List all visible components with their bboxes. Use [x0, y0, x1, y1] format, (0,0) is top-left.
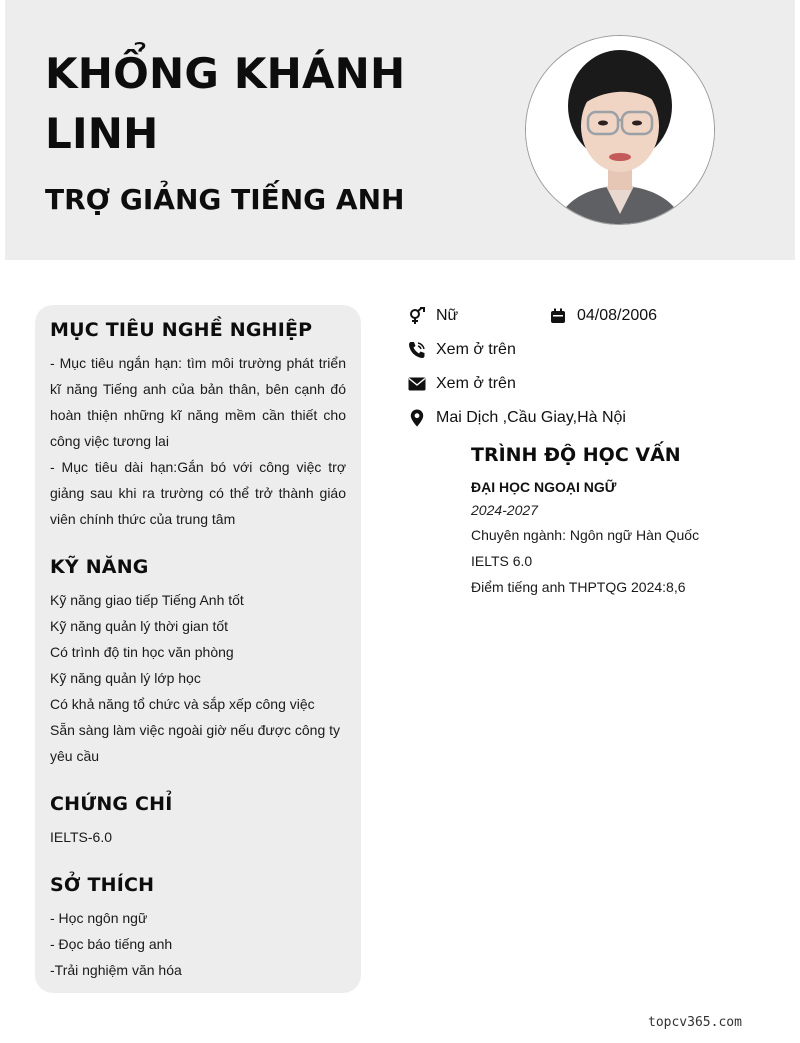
phone-value: Xem ở trên	[436, 341, 516, 358]
skill-item: Kỹ năng quản lý lớp học	[50, 670, 201, 686]
education-details	[471, 522, 699, 600]
education-detail: Chuyên ngành: Ngôn ngữ Hàn Quốc	[471, 527, 700, 543]
candidate-name: KHỔNG KHÁNH LINH	[45, 49, 406, 158]
skill-item: Kỹ năng quản lý thời gian tốt	[50, 618, 229, 634]
certificate-item: IELTS-6.0	[50, 829, 112, 845]
skill-item: Có trình độ tin học văn phòng	[50, 644, 234, 660]
skills-title: KỸ NĂNG	[50, 556, 149, 578]
education-detail: Điểm tiếng anh THPTQG 2024:8,6	[471, 579, 686, 595]
gender-value: Nữ	[436, 307, 459, 324]
email-row	[408, 373, 516, 395]
education-years: 2024-2027	[471, 502, 538, 518]
objective-long-term: - Mục tiêu dài hạn:Gắn bó với công việc trợ giảng sau khi ra trường có thể trở thành giáo viên chính thức của trung tâm	[50, 459, 346, 527]
gender-icon	[408, 307, 426, 325]
email-value: Xem ở trên	[436, 375, 516, 392]
certificates-list	[50, 824, 346, 850]
address-row	[408, 407, 626, 429]
watermark: topcv365.com	[648, 1015, 742, 1030]
hobby-item: - Đọc báo tiếng anh	[50, 936, 173, 952]
envelope-icon	[408, 375, 426, 393]
phone-row	[408, 339, 516, 361]
skills-list	[50, 587, 346, 769]
skill-item: Kỹ năng giao tiếp Tiếng Anh tốt	[50, 592, 244, 608]
education-school: ĐẠI HỌC NGOẠI NGỮ	[471, 479, 617, 495]
hobbies-list	[50, 905, 346, 983]
hobbies-title: SỞ THÍCH	[50, 874, 155, 896]
skill-item: Có khả năng tổ chức và sắp xếp công việc	[50, 696, 315, 712]
certificates-title: CHỨNG CHỈ	[50, 793, 173, 815]
map-pin-icon	[408, 409, 426, 427]
hobby-item: - Học ngôn ngữ	[50, 910, 148, 926]
gender-row	[408, 305, 458, 327]
profile-photo	[525, 35, 715, 225]
hobby-item: -Trải nghiệm văn hóa	[50, 962, 182, 978]
skill-item: Sẵn sàng làm việc ngoài giờ nếu được công ty yêu cầu	[50, 722, 341, 764]
job-title: TRỢ GIẢNG TIẾNG ANH	[45, 183, 405, 216]
education-title: TRÌNH ĐỘ HỌC VẤN	[471, 444, 681, 466]
objective-title: MỤC TIÊU NGHỀ NGHIỆP	[50, 319, 313, 341]
birthday-row	[549, 305, 657, 327]
phone-icon	[408, 341, 426, 359]
address-value: Mai Dịch ,Cầu Giay,Hà Nội	[436, 409, 626, 426]
objective-short-term: - Mục tiêu ngắn hạn: tìm môi trường phát triển kĩ năng Tiếng anh của bản thân, bên cạnh đó hoàn thiện những kĩ năng mềm cần thiết cho công việc tương lai	[50, 355, 346, 449]
education-detail: IELTS 6.0	[471, 553, 533, 569]
birthday-value: 04/08/2006	[577, 307, 658, 324]
calendar-icon	[549, 307, 567, 325]
